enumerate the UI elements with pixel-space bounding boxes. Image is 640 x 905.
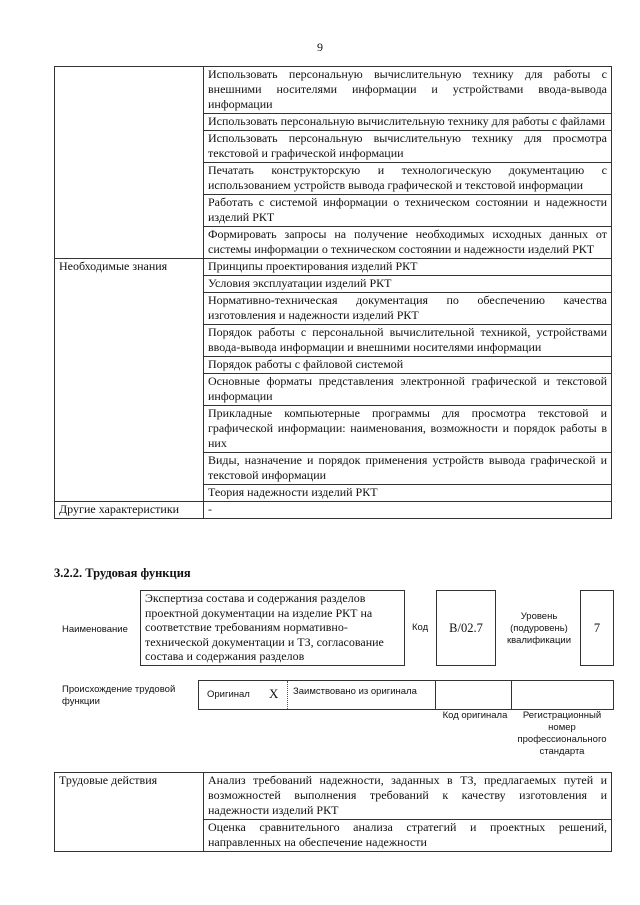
table-row xyxy=(55,773,612,820)
description-cell: Теория надежности изделий РКТ xyxy=(204,485,612,502)
description-cell: Принципы проектирования изделий РКТ xyxy=(204,259,612,276)
name-label: Наименование xyxy=(62,624,128,635)
original-label: Оригинал xyxy=(207,689,250,700)
description-cell: Использовать персональную вычислительную технику для просмотра текстовой и графической информации xyxy=(204,131,612,163)
description-cell: Прикладные компьютерные программы для просмотра текстовой и графической информации: наименования, возможности и порядок работы в них xyxy=(204,406,612,453)
description-cell: Порядок работы с персональной вычислительной техникой, устройствами ввода-вывода информации и внешними носителями информации xyxy=(204,325,612,357)
code-label: Код xyxy=(412,622,429,633)
table-row xyxy=(55,259,612,276)
description-cell: Основные форматы представления электронной графической и текстовой информации xyxy=(204,374,612,406)
description-cell: Нормативно-техническая документация по обеспечению качества изготовления и надежности изделий РКТ xyxy=(204,293,612,325)
origin-divider-2 xyxy=(435,681,436,709)
level-label: Уровень (подуровень) квалификации xyxy=(506,611,572,646)
borrowed-label: Заимствовано из оригинала xyxy=(293,686,417,697)
page-number: 9 xyxy=(317,40,323,54)
description-cell: Использовать персональную вычислительную технику для работы с внешними носителями информации и устройствами ввода-вывода информации xyxy=(204,67,612,114)
labor-action-cell: Анализ требований надежности, заданных в ТЗ, предлагаемых путей и возможностей выполнения требований к качеству изготовления и надежности изделий РКТ xyxy=(204,773,612,820)
labor-actions-label: Трудовые действия xyxy=(55,773,204,852)
code-value: B/02.7 xyxy=(449,621,483,635)
description-cell: Печатать конструкторскую и технологическую документацию с использованием устройств вывода графической и текстовой информации xyxy=(204,163,612,195)
description-cell: Условия эксплуатации изделий РКТ xyxy=(204,276,612,293)
description-cell: Работать с системой информации о техническом состоянии и надежности изделий РКТ xyxy=(204,195,612,227)
description-cell: Формировать запросы на получение необходимых исходных данных от системы информации о техническом состоянии и надежности изделий РКТ xyxy=(204,227,612,259)
table-row xyxy=(55,502,612,519)
description-cell: Виды, назначение и порядок применения устройств вывода графической и текстовой информации xyxy=(204,453,612,485)
origin-row xyxy=(198,680,614,710)
table-row xyxy=(55,67,612,114)
other-characteristics-label: Другие характеристики xyxy=(55,502,204,519)
labor-action-cell: Оценка сравнительного анализа стратегий и проектных решений, направленных на обеспечение надежности xyxy=(204,820,612,852)
level-box xyxy=(580,590,614,666)
level-value: 7 xyxy=(593,621,601,635)
origin-label: Происхождение трудовой функции xyxy=(62,684,176,707)
other-characteristics-value: - xyxy=(204,502,612,519)
code-box xyxy=(436,590,496,666)
description-cell: Порядок работы с файловой системой xyxy=(204,357,612,374)
skills-knowledge-table xyxy=(54,66,612,519)
section-title: 3.2.2. Трудовая функция xyxy=(54,566,191,580)
origin-divider-1 xyxy=(287,681,289,709)
knowledge-label-cell: Необходимые знания xyxy=(55,259,204,502)
code-original-caption: Код оригинала xyxy=(442,710,508,721)
labor-actions-table xyxy=(54,772,612,852)
original-mark: X xyxy=(269,686,279,701)
skills-label-cell xyxy=(55,67,204,259)
function-name-box xyxy=(140,590,405,666)
function-name-text: Экспертиза состава и содержания разделов проектной документации на изделие РКТ на соответствие требованиям нормативно-технической документации и ТЗ, согласование состава и содержания разделов xyxy=(145,591,384,663)
registration-number-caption: Регистрационный номер профессионального стандарта xyxy=(517,710,607,757)
description-cell: Использовать персональную вычислительную технику для работы с файлами xyxy=(204,114,612,131)
origin-divider-3 xyxy=(511,681,512,709)
